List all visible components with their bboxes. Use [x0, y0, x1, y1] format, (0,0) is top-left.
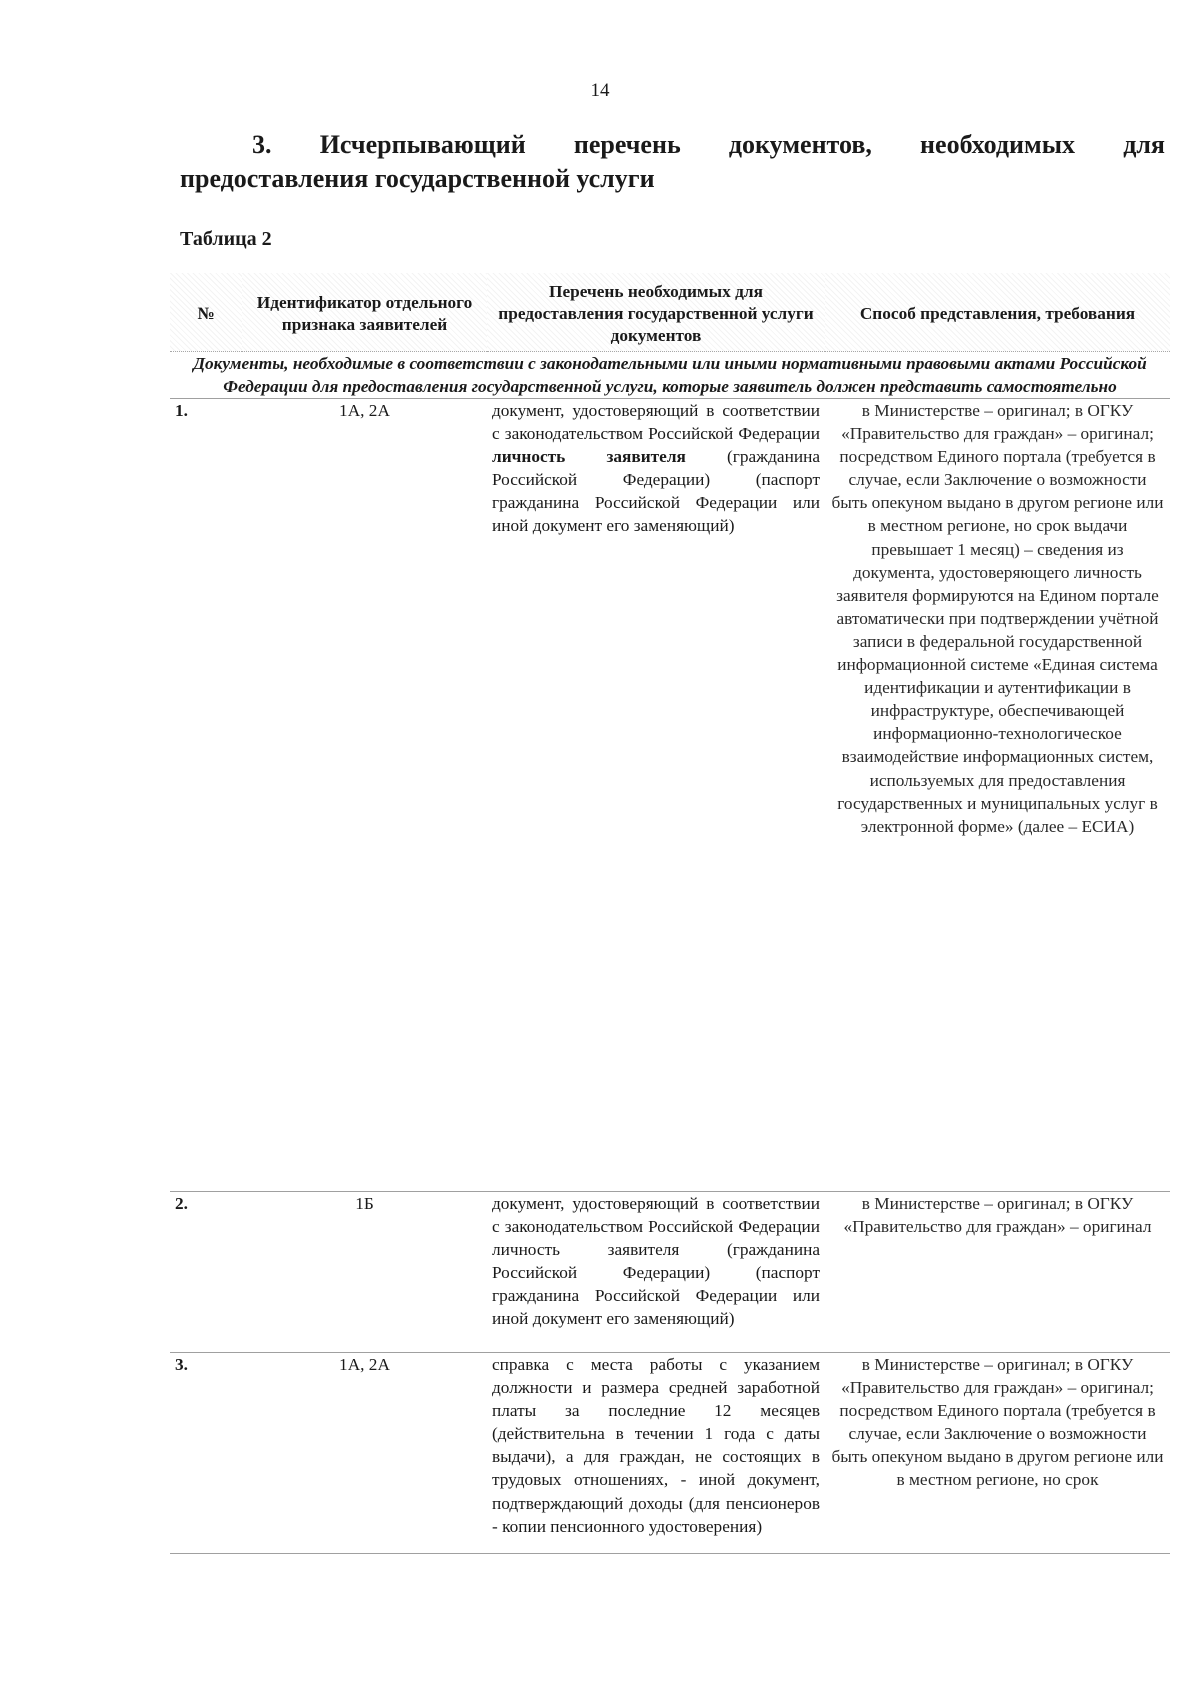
row-number: 1.	[175, 401, 188, 420]
row-number: 3.	[175, 1355, 188, 1374]
page-number: 14	[590, 80, 610, 101]
applicant-identifier: 1Б	[355, 1194, 374, 1213]
section-heading	[180, 128, 1165, 196]
section-heading-line1: 3. Исчерпывающий перечень документов, необходимых для	[252, 130, 1165, 159]
submission-method: в Министерстве – оригинал; в ОГКУ «Правительство для граждан» – оригинал; посредством Единого портала (требуется в случае, если Заключение о возможности быть опекуном выдано в другом регионе или в местном регионе, но срок	[831, 1355, 1164, 1490]
header-identifier: Идентификатор отдельного признака заявителей	[242, 273, 487, 352]
table-row	[170, 399, 1170, 1192]
document-description: справка с места работы с указанием должности и размера средней заработной платы за последние 12 месяцев (действительна в течении 1 года с даты выдачи), а для граждан, не состоящих в трудовых отношениях, - иной документ, подтверждающий доходы (для пенсионеров - копии пенсионного удостоверения)	[492, 1355, 820, 1536]
applicant-identifier: 1А, 2А	[339, 401, 390, 420]
section-heading-line2: предоставления государственной услуги	[180, 164, 655, 193]
table-row	[170, 1353, 1170, 1554]
header-documents: Перечень необходимых для предоставления государственной услуги документов	[487, 273, 825, 352]
document-description	[487, 399, 825, 1192]
document-text: (гражданина Российской Федерации) (паспорт гражданина Российской Федерации или иной документ его заменяющий)	[492, 447, 820, 536]
section-title: Документы, необходимые в соответствии с законодательными или иными нормативными правовыми актами Российской Федерации для предоставления государственной услуги, которые заявитель должен представить самостоятельно	[193, 354, 1147, 396]
submission-method: в Министерстве – оригинал; в ОГКУ «Правительство для граждан» – оригинал	[843, 1194, 1152, 1237]
submission-method: в Министерстве – оригинал; в ОГКУ «Правительство для граждан» – оригинал; посредством Единого портала (требуется в случае, если Заключение о возможности быть опекуном выдано в другом регионе или в местном регионе, но срок выдачи превышает 1 месяц) – сведения из документа, удостоверяющего личность заявителя формируются на Едином портале автоматически при подтверждении учётной записи в федеральной государственной информационной системе «Единая система идентификации и аутентификации в инфраструктуре, обеспечивающей информационно-технологическое взаимодействие информационных систем, используемых для предоставления государственных и муниципальных услуг в электронной форме» (далее – ЕСИА)	[831, 401, 1164, 836]
document-description: документ, удостоверяющий в соответствии с законодательством Российской Федерации личность заявителя (гражданина Российской Федерации) (паспорт гражданина Российской Федерации или иной документ его заменяющий)	[492, 1194, 820, 1329]
table-caption: Таблица 2	[180, 228, 272, 250]
documents-table	[170, 273, 1170, 1554]
section-row	[170, 352, 1170, 399]
document-text-emphasis: личность заявителя	[492, 447, 686, 467]
table-row	[170, 1192, 1170, 1353]
row-number: 2.	[175, 1194, 188, 1213]
header-method: Способ представления, требования	[825, 273, 1170, 352]
applicant-identifier: 1А, 2А	[339, 1355, 390, 1374]
table-header-row	[170, 273, 1170, 352]
header-num: №	[170, 273, 242, 352]
document-text: документ, удостоверяющий в соответствии с законодательством Российской Федерации	[492, 401, 820, 444]
